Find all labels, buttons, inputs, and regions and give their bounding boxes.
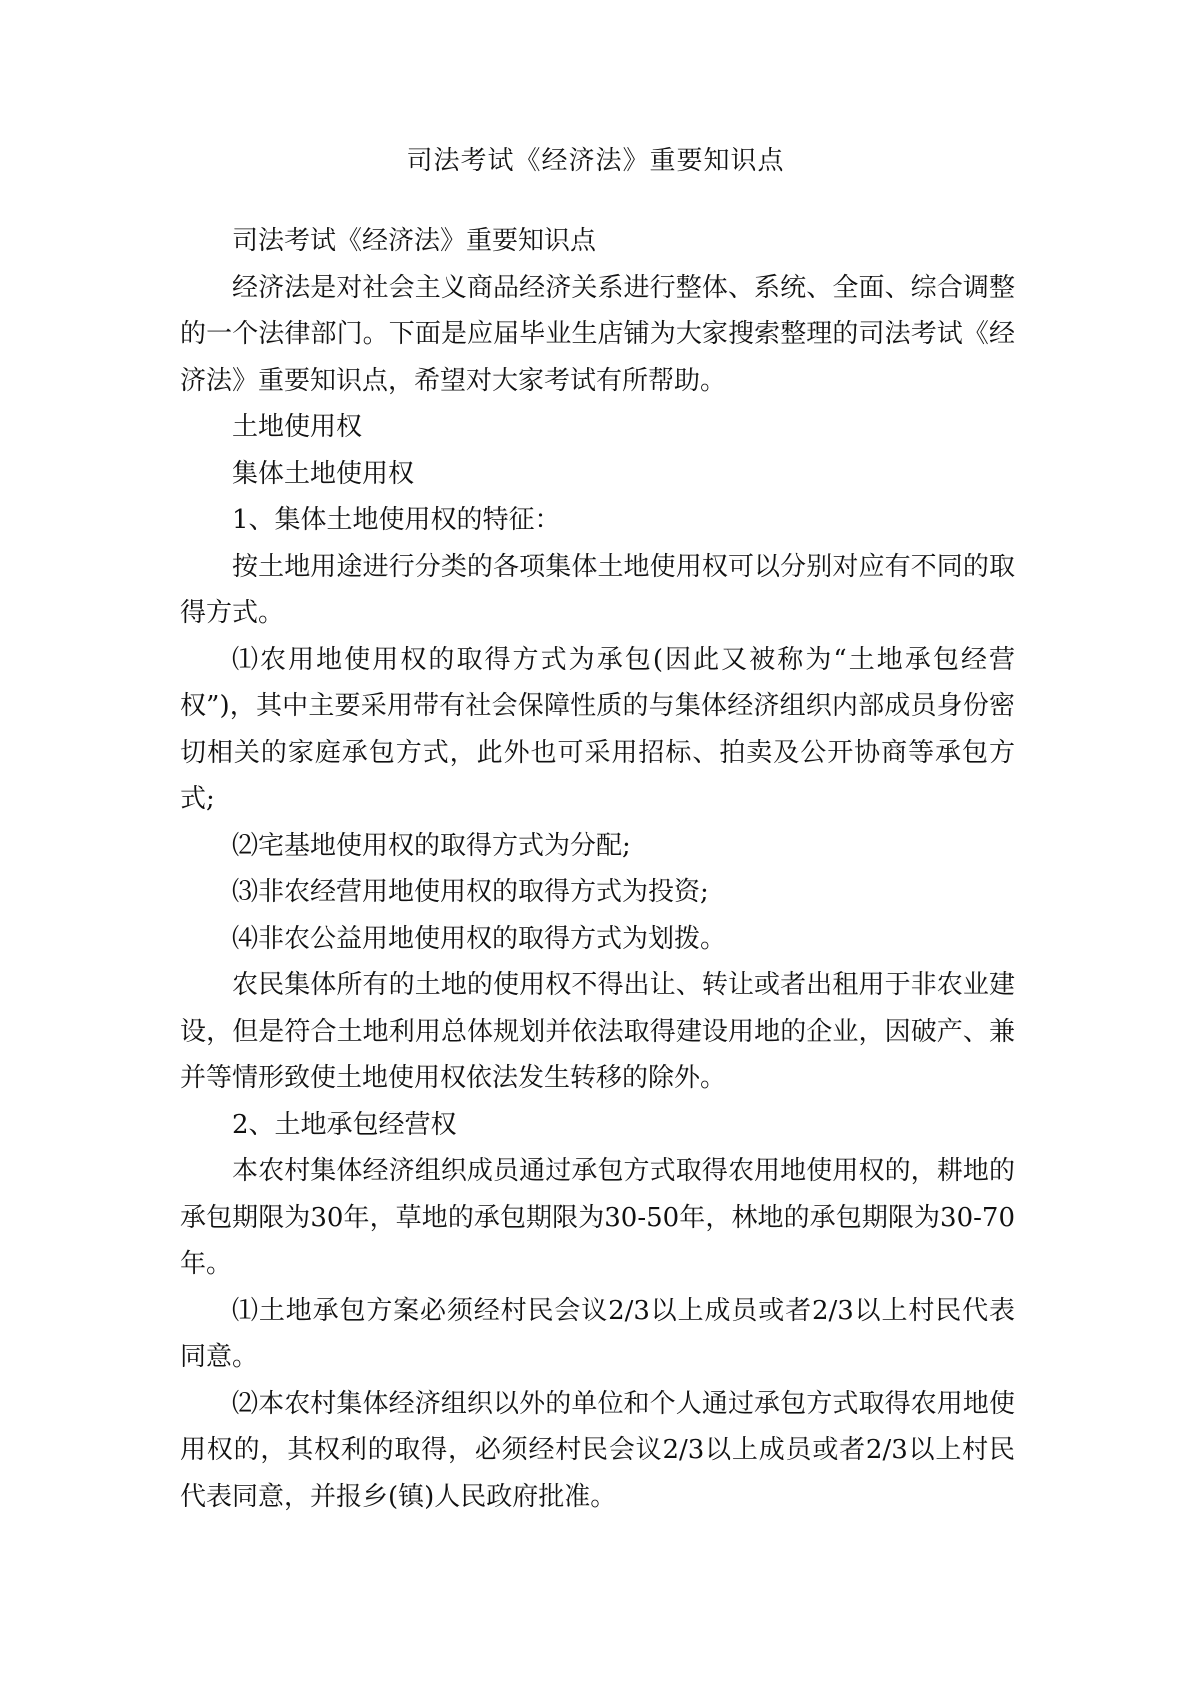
list-item-external-contract: ⑵本农村集体经济组织以外的单位和个人通过承包方式取得农用地使用权的，其权利的取得，必须经村民会议2/3以上成员或者2/3以上村民代表同意，并报乡(镇)人民政府批准。	[180, 1388, 1015, 1512]
heading-features: 1、集体土地使用权的特征：	[232, 505, 561, 535]
list-item-agricultural-land: ⑴农用地使用权的取得方式为承包(因此又被称为“土地承包经营权”)，其中主要采用带有社会保障性质的与集体经济组织内部成员身份密切相关的家庭承包方式，此外也可采用招标、拍卖及公开协商等承包方式;	[180, 644, 1015, 814]
document-body	[180, 218, 1015, 1520]
paragraph-subtitle: 司法考试《经济法》重要知识点	[232, 226, 597, 256]
list-item-non-agricultural-business: ⑶非农经营用地使用权的取得方式为投资;	[232, 877, 709, 907]
heading-collective-land-use-right: 集体土地使用权	[232, 458, 415, 489]
paragraph-intro: 经济法是对社会主义商品经济关系进行整体、系统、全面、综合调整的一个法律部门。下面是应届毕业生店铺为大家搜索整理的司法考试《经济法》重要知识点，希望对大家考试有所帮助。	[180, 272, 1015, 396]
paragraph-classification: 按土地用途进行分类的各项集体土地使用权可以分别对应有不同的取得方式。	[180, 551, 1015, 628]
heading-contract-management-right: 2、土地承包经营权	[232, 1109, 457, 1140]
paragraph-transfer-restriction: 农民集体所有的土地的使用权不得出让、转让或者出租用于非农业建设，但是符合土地利用总体规划并依法取得建设用地的企业，因破产、兼并等情形致使土地使用权依法发生转移的除外。	[180, 970, 1015, 1093]
paragraph-contract-terms: 本农村集体经济组织成员通过承包方式取得农用地使用权的，耕地的承包期限为30年，草地的承包期限为30-50年，林地的承包期限为30-70年。	[180, 1156, 1015, 1279]
heading-land-use-right: 土地使用权	[232, 412, 363, 442]
list-item-contract-plan: ⑴土地承包方案必须经村民会议2/3以上成员或者2/3以上村民代表同意。	[180, 1295, 1015, 1372]
list-item-non-agricultural-public: ⑷非农公益用地使用权的取得方式为划拨。	[232, 923, 727, 954]
document-title: 司法考试《经济法》重要知识点	[406, 146, 785, 176]
list-item-homestead: ⑵宅基地使用权的取得方式为分配;	[232, 830, 631, 861]
